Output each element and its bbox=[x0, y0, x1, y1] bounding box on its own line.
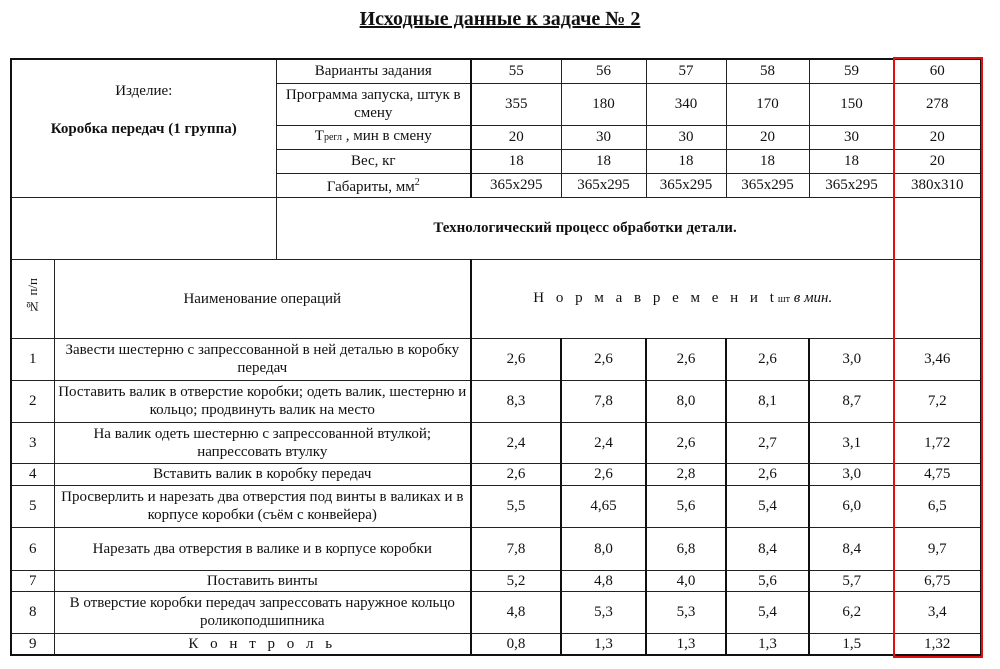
time-norm-value: 2,8 bbox=[646, 463, 726, 485]
time-norm-value: 8,4 bbox=[726, 527, 809, 570]
program-value: 355 bbox=[471, 83, 561, 125]
variants-value: 56 bbox=[561, 59, 646, 83]
operation-number: 5 bbox=[11, 485, 54, 527]
time-norm-value: 9,7 bbox=[894, 527, 981, 570]
time-norm-value: 2,6 bbox=[726, 338, 809, 380]
operation-name: Нарезать два отверстия в валике и в корпусе коробки bbox=[54, 527, 471, 570]
time-norm-value: 2,6 bbox=[471, 463, 561, 485]
norm-unit: в мин. bbox=[789, 289, 833, 306]
weight-value: 18 bbox=[809, 149, 894, 173]
operation-row bbox=[11, 485, 981, 527]
treg-rest: , мин в смену bbox=[342, 128, 432, 144]
norm-sub: шт bbox=[777, 293, 790, 305]
process-title-row bbox=[11, 197, 981, 259]
variants-row bbox=[11, 59, 981, 83]
weight-value: 20 bbox=[894, 149, 981, 173]
operation-number: 6 bbox=[11, 527, 54, 570]
product-name: Коробка передач (1 группа) bbox=[50, 121, 237, 137]
norm-header bbox=[471, 259, 894, 338]
weight-value: 18 bbox=[471, 149, 561, 173]
operation-number: 1 bbox=[11, 338, 54, 380]
operation-row bbox=[11, 570, 981, 591]
variants-value: 57 bbox=[646, 59, 726, 83]
operation-row bbox=[11, 633, 981, 655]
treg-main: Т bbox=[314, 128, 324, 144]
time-norm-value: 2,4 bbox=[561, 422, 646, 463]
operation-row bbox=[11, 463, 981, 485]
time-norm-value: 4,65 bbox=[561, 485, 646, 527]
product-label: Изделие: bbox=[115, 83, 173, 99]
time-norm-value: 3,0 bbox=[809, 463, 894, 485]
variants-value: 60 bbox=[894, 59, 981, 83]
time-norm-value: 0,8 bbox=[471, 633, 561, 655]
operation-name: Завести шестерню с запрессованной в ней деталью в коробку передач bbox=[54, 338, 471, 380]
dims-text: Габариты, мм bbox=[326, 179, 415, 195]
program-value: 150 bbox=[809, 83, 894, 125]
time-norm-value: 2,6 bbox=[646, 422, 726, 463]
operation-number: 7 bbox=[11, 570, 54, 591]
time-norm-value: 8,0 bbox=[646, 380, 726, 422]
time-norm-value: 6,2 bbox=[809, 591, 894, 633]
weight-label: Вес, кг bbox=[276, 149, 471, 173]
dims-label bbox=[276, 173, 471, 197]
treg-value: 20 bbox=[726, 125, 809, 149]
header-row bbox=[11, 259, 981, 338]
time-norm-value: 2,6 bbox=[646, 338, 726, 380]
process-title: Технологический процесс обработки детали. bbox=[276, 197, 894, 259]
time-norm-value: 1,3 bbox=[726, 633, 809, 655]
time-norm-value: 4,8 bbox=[471, 591, 561, 633]
time-norm-value: 7,8 bbox=[561, 380, 646, 422]
operation-name: Вставить валик в коробку передач bbox=[54, 463, 471, 485]
operation-row bbox=[11, 380, 981, 422]
variants-label: Варианты задания bbox=[276, 59, 471, 83]
treg-value: 30 bbox=[561, 125, 646, 149]
time-norm-value: 4,75 bbox=[894, 463, 981, 485]
dims-value: 365x295 bbox=[471, 173, 561, 197]
dims-value: 365x295 bbox=[726, 173, 809, 197]
time-norm-value: 8,7 bbox=[809, 380, 894, 422]
program-value: 340 bbox=[646, 83, 726, 125]
program-value: 278 bbox=[894, 83, 981, 125]
time-norm-value: 3,46 bbox=[894, 338, 981, 380]
operation-row bbox=[11, 422, 981, 463]
time-norm-value: 3,1 bbox=[809, 422, 894, 463]
time-norm-value: 5,6 bbox=[646, 485, 726, 527]
time-norm-value: 4,8 bbox=[561, 570, 646, 591]
operation-row bbox=[11, 338, 981, 380]
time-norm-value: 2,6 bbox=[471, 338, 561, 380]
time-norm-value: 3,0 bbox=[809, 338, 894, 380]
time-norm-value: 1,5 bbox=[809, 633, 894, 655]
weight-value: 18 bbox=[726, 149, 809, 173]
operation-name: Просверлить и нарезать два отверстия под винты в валиках и в корпусе коробки (съём с конвейера) bbox=[54, 485, 471, 527]
time-norm-value: 1,3 bbox=[561, 633, 646, 655]
dims-value: 365x295 bbox=[561, 173, 646, 197]
time-norm-value: 8,1 bbox=[726, 380, 809, 422]
time-norm-value: 5,2 bbox=[471, 570, 561, 591]
page-title: Исходные данные к задаче № 2 bbox=[359, 8, 641, 30]
time-norm-value: 3,4 bbox=[894, 591, 981, 633]
time-norm-value: 1,3 bbox=[646, 633, 726, 655]
time-norm-value: 4,0 bbox=[646, 570, 726, 591]
time-norm-value: 2,6 bbox=[561, 463, 646, 485]
program-value: 170 bbox=[726, 83, 809, 125]
time-norm-value: 1,72 bbox=[894, 422, 981, 463]
operation-name: К о н т р о л ь bbox=[54, 633, 471, 655]
time-norm-value: 7,8 bbox=[471, 527, 561, 570]
dims-sup: 2 bbox=[414, 177, 420, 188]
treg-value: 30 bbox=[809, 125, 894, 149]
time-norm-value: 7,2 bbox=[894, 380, 981, 422]
empty-cell bbox=[11, 197, 276, 259]
empty-cell bbox=[894, 197, 981, 259]
operation-row bbox=[11, 591, 981, 633]
variants-value: 55 bbox=[471, 59, 561, 83]
norm-main: Н о р м а в р е м е н и t bbox=[533, 289, 778, 306]
operation-number: 2 bbox=[11, 380, 54, 422]
time-norm-value: 5,3 bbox=[646, 591, 726, 633]
time-norm-value: 1,32 bbox=[894, 633, 981, 655]
time-norm-value: 6,0 bbox=[809, 485, 894, 527]
treg-label bbox=[276, 125, 471, 149]
time-norm-value: 8,4 bbox=[809, 527, 894, 570]
time-norm-value: 5,7 bbox=[809, 570, 894, 591]
time-norm-value: 2,6 bbox=[726, 463, 809, 485]
time-norm-value: 2,6 bbox=[561, 338, 646, 380]
program-value: 180 bbox=[561, 83, 646, 125]
time-norm-value: 6,5 bbox=[894, 485, 981, 527]
treg-value: 30 bbox=[646, 125, 726, 149]
dims-value: 380x310 bbox=[894, 173, 981, 197]
product-cell bbox=[11, 59, 276, 197]
variants-value: 58 bbox=[726, 59, 809, 83]
time-norm-value: 6,8 bbox=[646, 527, 726, 570]
dims-value: 365x295 bbox=[646, 173, 726, 197]
variants-value: 59 bbox=[809, 59, 894, 83]
weight-value: 18 bbox=[561, 149, 646, 173]
time-norm-value: 2,7 bbox=[726, 422, 809, 463]
treg-value: 20 bbox=[894, 125, 981, 149]
num-header-text: № п/п bbox=[24, 278, 40, 314]
time-norm-value: 8,3 bbox=[471, 380, 561, 422]
time-norm-value: 6,75 bbox=[894, 570, 981, 591]
dims-value: 365x295 bbox=[809, 173, 894, 197]
treg-value: 20 bbox=[471, 125, 561, 149]
time-norm-value: 5,4 bbox=[726, 591, 809, 633]
num-header bbox=[11, 259, 54, 338]
operation-name: Поставить валик в отверстие коробки; одеть валик, шестерню и кольцо; продвинуть валик на место bbox=[54, 380, 471, 422]
empty-cell bbox=[894, 259, 981, 338]
operation-name: На валик одеть шестерню с запрессованной втулкой; напрессовать втулку bbox=[54, 422, 471, 463]
time-norm-value: 8,0 bbox=[561, 527, 646, 570]
operation-name: В отверстие коробки передач запрессовать наружное кольцо роликоподшипника bbox=[54, 591, 471, 633]
time-norm-value: 5,3 bbox=[561, 591, 646, 633]
operation-number: 4 bbox=[11, 463, 54, 485]
treg-sub: регл bbox=[323, 132, 342, 143]
program-label: Программа запуска, штук в смену bbox=[276, 83, 471, 125]
time-norm-value: 5,6 bbox=[726, 570, 809, 591]
weight-value: 18 bbox=[646, 149, 726, 173]
operation-row bbox=[11, 527, 981, 570]
operation-number: 8 bbox=[11, 591, 54, 633]
task-data-table bbox=[10, 58, 982, 656]
operation-name: Поставить винты bbox=[54, 570, 471, 591]
time-norm-value: 2,4 bbox=[471, 422, 561, 463]
time-norm-value: 5,5 bbox=[471, 485, 561, 527]
time-norm-value: 5,4 bbox=[726, 485, 809, 527]
operation-number: 3 bbox=[11, 422, 54, 463]
name-header: Наименование операций bbox=[54, 259, 471, 338]
operation-number: 9 bbox=[11, 633, 54, 655]
